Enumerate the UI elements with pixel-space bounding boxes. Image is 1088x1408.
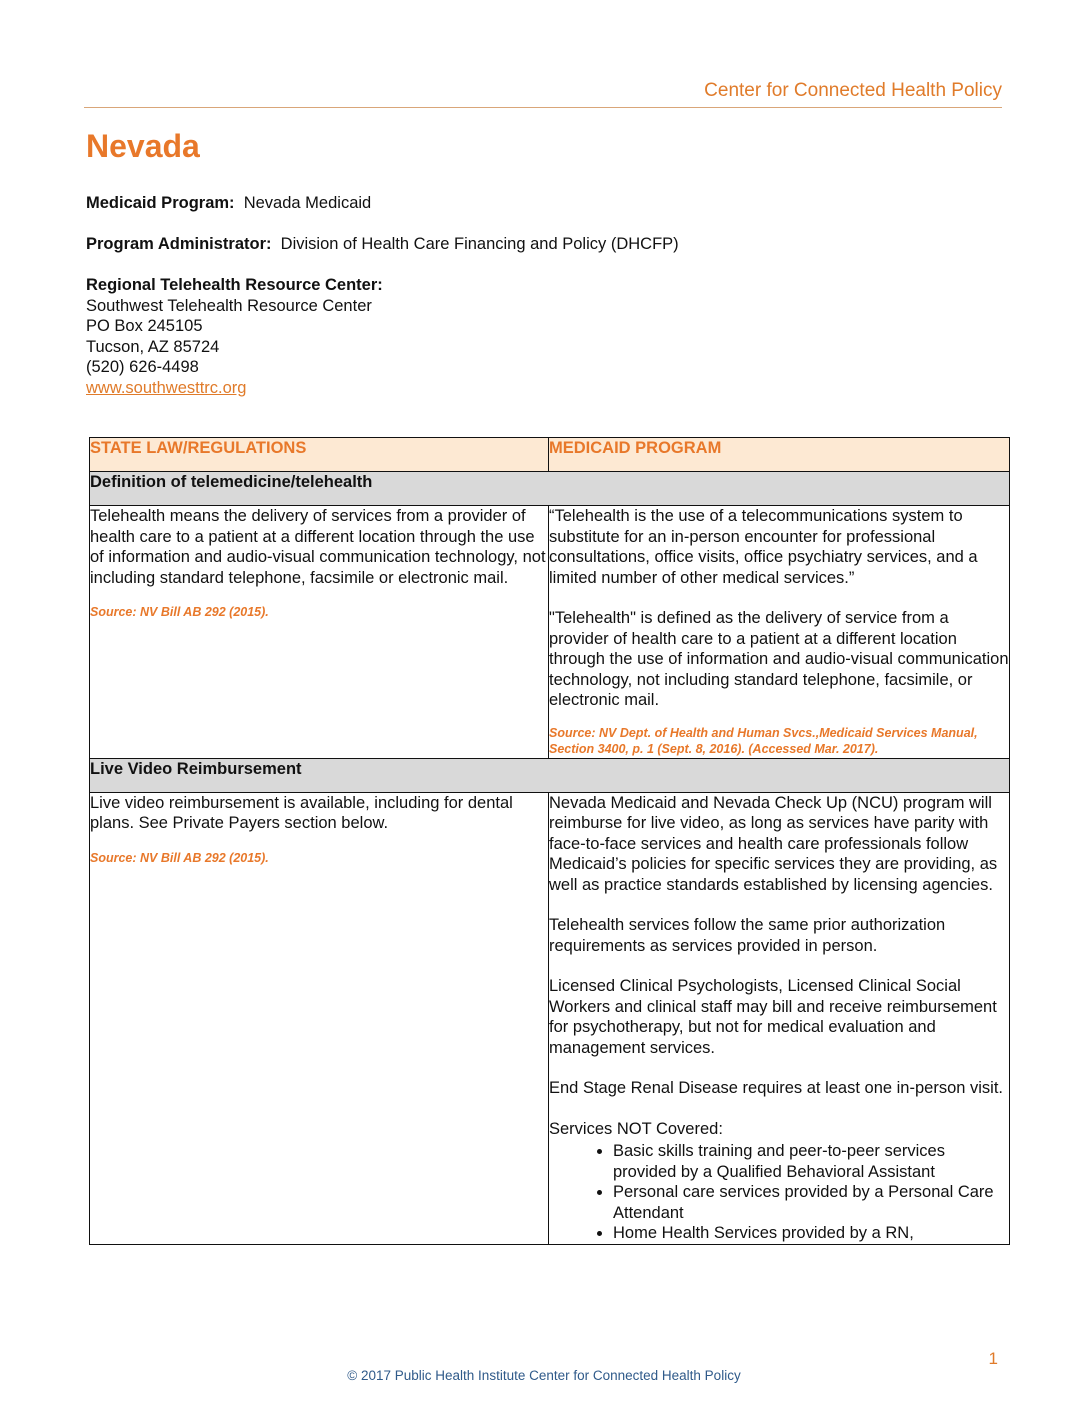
header-org-name: Center for Connected Health Policy (704, 80, 1002, 101)
medicaid-live-video-cell (549, 792, 1010, 1244)
section-title-live-video: Live Video Reimbursement (90, 758, 1010, 792)
medicaid-live-video-p1: Nevada Medicaid and Nevada Check Up (NCU) program will reimburse for live video, as long as services have parity with face-to-face services and health care professionals follow Medicaid’s policies for specific services they are providing, as well as practice standards established by licensing agencies. (549, 793, 998, 894)
section-row-definition (90, 472, 1010, 506)
state-law-live-video-text: Live video reimbursement is available, including for dental plans. See Private Payers section below. (90, 793, 513, 832)
rtrc-po-box: PO Box 245105 (86, 317, 203, 335)
policy-table (89, 437, 1010, 1245)
medicaid-program-label: Medicaid Program: (86, 194, 235, 212)
program-administrator-value: Division of Health Care Financing and Policy (DHCFP) (280, 235, 679, 253)
section-row-live-video (90, 758, 1010, 792)
state-law-definition-source: Source: NV Bill AB 292 (2015). (90, 605, 269, 619)
rtrc-block (86, 275, 383, 398)
list-item: • Personal care services provided by a Personal Care Attendant (613, 1182, 1009, 1223)
medicaid-program-line (86, 193, 371, 214)
column-header-state-law: STATE LAW/REGULATIONS (90, 438, 549, 472)
medicaid-program-value: Nevada Medicaid (243, 194, 372, 212)
list-item: • Home Health Services provided by a RN, (613, 1223, 1009, 1244)
rtrc-label: Regional Telehealth Resource Center: (86, 276, 383, 294)
rtrc-name: Southwest Telehealth Resource Center (86, 296, 372, 315)
header-divider (84, 107, 1002, 108)
list-item: • Basic skills training and peer-to-peer services provided by a Qualified Behavioral Assistant (613, 1141, 1009, 1182)
not-covered-list (549, 1141, 1009, 1244)
medicaid-live-video-p4: End Stage Renal Disease requires at least one in-person visit. (549, 1079, 1003, 1097)
program-administrator-line (86, 234, 679, 255)
state-law-live-video-source: Source: NV Bill AB 292 (2015). (90, 850, 269, 865)
page-title: Nevada (86, 128, 200, 164)
state-law-live-video-cell (90, 792, 549, 1244)
page-number: 1 (988, 1349, 998, 1368)
section-title-definition: Definition of telemedicine/telehealth (90, 472, 1010, 506)
program-administrator-label: Program Administrator: (86, 235, 272, 253)
medicaid-definition-cell (549, 506, 1010, 759)
medicaid-live-video-p3: Licensed Clinical Psychologists, Licensed Clinical Social Workers and clinical staff may bill and receive reimbursement for psychotherapy, but not for medical evaluation and management services. (549, 977, 997, 1057)
medicaid-live-video-p2: Telehealth services follow the same prior authorization requirements as services provided in person. (549, 916, 946, 955)
medicaid-definition-p1: “Telehealth is the use of a telecommunications system to substitute for an in-person encounter for professional consultations, office visits, office psychiatry services, and a limited number of other medical services.” (549, 507, 978, 587)
medicaid-definition-p2: "Telehealth" is defined as the delivery of service from a provider of health care to a patient at a different location through the use of information and audio-visual communication technology, not including standard telephone, facsimile, or electronic mail. (549, 609, 1009, 709)
medicaid-definition-source: Source: NV Dept. of Health and Human Svcs.,Medicaid Services Manual, Section 3400, p. 1 (Sept. 8, 2016). (Accessed Mar. 2017). (549, 725, 978, 756)
footer-copyright: © 2017 Public Health Institute Center for Connected Health Policy (347, 1368, 741, 1383)
rtrc-phone: (520) 626-4498 (86, 358, 199, 376)
rtrc-city: Tucson, AZ 85724 (86, 337, 220, 356)
rtrc-website-link[interactable]: www.southwesttrc.org (86, 378, 247, 397)
state-law-definition-cell (90, 506, 549, 759)
table-row (90, 792, 1010, 1244)
state-law-definition-text: Telehealth means the delivery of services from a provider of health care to a patient at a different location through the use of information and audio-visual communication technology, not including standard telephone, facsimile or electronic mail. (90, 507, 546, 587)
column-header-medicaid: MEDICAID PROGRAM (549, 438, 1010, 472)
table-row (90, 506, 1010, 759)
table-header-row (90, 438, 1010, 472)
not-covered-label: Services NOT Covered: (549, 1119, 723, 1138)
